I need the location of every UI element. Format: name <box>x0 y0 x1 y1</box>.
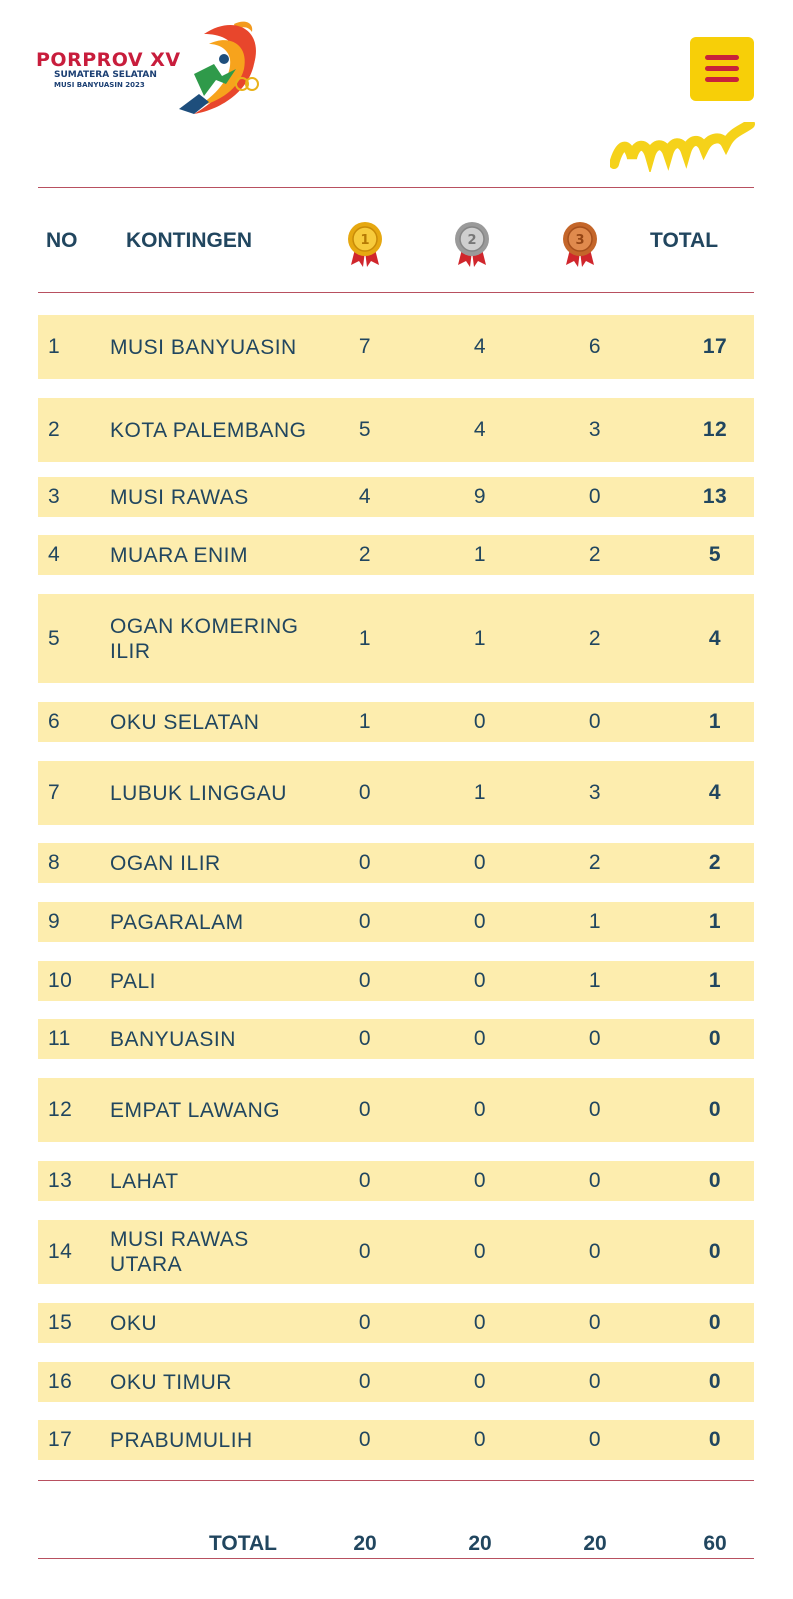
gold-count: 1 <box>358 710 372 733</box>
total-count: 4 <box>708 626 722 650</box>
total-count: 17 <box>702 335 728 358</box>
totals-total: 60 <box>703 1532 727 1555</box>
bronze-count: 0 <box>588 1370 602 1393</box>
kontingen-name: PAGARALAM <box>110 910 244 934</box>
gold-count: 0 <box>358 969 372 992</box>
table-row <box>38 315 754 379</box>
bronze-count: 0 <box>588 710 602 733</box>
row-number: 13 <box>48 1169 73 1192</box>
row-number: 10 <box>48 969 73 992</box>
gold-count: 5 <box>358 418 372 441</box>
svg-text:3: 3 <box>575 233 585 248</box>
bronze-count: 2 <box>588 851 602 874</box>
bronze-medal-icon <box>560 219 600 269</box>
svg-text:2: 2 <box>467 233 477 248</box>
total-count: 4 <box>708 781 722 804</box>
silver-count: 4 <box>473 335 487 358</box>
table-row <box>38 761 754 825</box>
silver-count: 0 <box>473 1428 487 1451</box>
decorative-squiggle-icon <box>610 122 760 172</box>
gold-count: 7 <box>358 335 372 358</box>
silver-count: 1 <box>473 626 487 650</box>
kontingen-name: BANYUASIN <box>110 1027 236 1051</box>
totals-gold: 20 <box>353 1532 377 1555</box>
table-header <box>38 192 754 292</box>
gold-count: 0 <box>358 1098 372 1121</box>
kontingen-name: LUBUK LINGGAU <box>110 781 287 805</box>
table-row <box>38 1161 754 1201</box>
total-count: 0 <box>708 1370 722 1393</box>
kontingen-name: OKU <box>110 1311 158 1335</box>
kontingen-name: MUARA ENIM <box>110 543 249 567</box>
hamburger-menu-icon <box>705 77 739 82</box>
table-row <box>38 902 754 942</box>
kontingen-name: KOTA PALEMBANG <box>110 418 307 442</box>
gold-count: 0 <box>358 1311 372 1334</box>
logo-title: PORPROV XV <box>36 49 181 71</box>
silver-count: 0 <box>473 710 487 733</box>
total-count: 0 <box>708 1311 722 1334</box>
row-number: 14 <box>48 1240 73 1263</box>
bronze-count: 0 <box>588 485 602 508</box>
silver-count: 0 <box>473 1240 487 1263</box>
divider <box>38 292 754 293</box>
hamburger-menu-icon <box>705 55 739 60</box>
bronze-count: 0 <box>588 1240 602 1263</box>
totals-silver: 20 <box>468 1532 492 1555</box>
row-number: 7 <box>48 781 61 804</box>
total-count: 5 <box>708 543 722 566</box>
logo-subtitle: SUMATERA SELATAN <box>54 70 157 80</box>
kontingen-name: MUSI BANYUASIN <box>110 335 297 359</box>
logo-subtitle-2: MUSI BANYUASIN 2023 <box>54 81 145 89</box>
total-count: 0 <box>708 1428 722 1451</box>
table-row <box>38 535 754 575</box>
table-row <box>38 1078 754 1142</box>
total-count: 0 <box>708 1169 722 1192</box>
row-number: 1 <box>48 335 61 358</box>
gold-count: 0 <box>358 1027 372 1050</box>
header-total: TOTAL <box>650 229 719 252</box>
porprov-logo[interactable] <box>36 14 266 124</box>
silver-count: 4 <box>473 418 487 441</box>
row-number: 8 <box>48 851 61 874</box>
menu-button[interactable] <box>690 37 754 101</box>
totals-row <box>38 1514 754 1574</box>
row-number: 4 <box>48 543 61 566</box>
bronze-count: 3 <box>588 781 602 804</box>
bronze-count: 1 <box>588 910 602 933</box>
total-count: 0 <box>708 1027 722 1050</box>
kontingen-name: EMPAT LAWANG <box>110 1098 281 1122</box>
bronze-count: 2 <box>588 543 602 566</box>
bronze-count: 0 <box>588 1311 602 1334</box>
row-number: 11 <box>48 1027 71 1050</box>
table-row <box>38 1303 754 1343</box>
table-row <box>38 477 754 517</box>
silver-count: 0 <box>473 1169 487 1192</box>
kontingen-name: PALI <box>110 969 156 993</box>
svg-text:1: 1 <box>360 233 370 248</box>
divider <box>38 1558 754 1559</box>
total-count: 13 <box>702 485 728 508</box>
total-count: 1 <box>708 969 722 992</box>
gold-count: 0 <box>358 1169 372 1192</box>
totals-label: TOTAL <box>208 1532 278 1555</box>
total-count: 1 <box>708 710 722 733</box>
row-number: 6 <box>48 710 61 733</box>
silver-count: 0 <box>473 1370 487 1393</box>
silver-count: 9 <box>473 485 487 508</box>
row-number: 2 <box>48 418 61 441</box>
kontingen-name: OGAN KOMERING ILIR <box>110 614 299 663</box>
row-number: 3 <box>48 485 61 508</box>
totals-bronze: 20 <box>583 1532 607 1555</box>
row-number: 17 <box>48 1428 73 1451</box>
kontingen-name: LAHAT <box>110 1169 179 1193</box>
bronze-count: 0 <box>588 1098 602 1121</box>
gold-count: 0 <box>358 910 372 933</box>
bronze-count: 0 <box>588 1169 602 1192</box>
total-count: 2 <box>708 851 722 874</box>
silver-count: 0 <box>473 910 487 933</box>
bronze-count: 0 <box>588 1027 602 1050</box>
gold-count: 2 <box>358 543 372 566</box>
row-number: 12 <box>48 1098 73 1121</box>
row-number: 15 <box>48 1311 73 1334</box>
gold-medal-icon <box>345 219 385 269</box>
site-header <box>0 0 793 180</box>
header-no: NO <box>46 229 78 252</box>
silver-count: 0 <box>473 969 487 992</box>
gold-count: 0 <box>358 1370 372 1393</box>
bronze-count: 2 <box>588 626 602 650</box>
kontingen-name: MUSI RAWAS UTARA <box>110 1228 249 1276</box>
table-row <box>38 843 754 883</box>
divider <box>38 187 754 188</box>
header-kontingen: KONTINGEN <box>126 229 252 252</box>
kontingen-name: OKU TIMUR <box>110 1370 232 1394</box>
table-row <box>38 702 754 742</box>
bronze-count: 0 <box>588 1428 602 1451</box>
hamburger-menu-icon <box>705 66 739 71</box>
table-row <box>38 1220 754 1284</box>
table-row <box>38 961 754 1001</box>
silver-count: 1 <box>473 781 487 804</box>
bronze-count: 3 <box>588 418 602 441</box>
table-row <box>38 594 754 683</box>
total-count: 0 <box>708 1240 722 1263</box>
row-number: 5 <box>48 626 61 650</box>
gold-count: 0 <box>358 851 372 874</box>
gold-count: 1 <box>358 626 372 650</box>
silver-count: 0 <box>473 1098 487 1121</box>
row-number: 16 <box>48 1370 73 1393</box>
table-row <box>38 398 754 462</box>
row-number: 9 <box>48 910 61 933</box>
runners-torch-icon <box>164 14 264 124</box>
silver-count: 0 <box>473 851 487 874</box>
gold-count: 0 <box>358 1240 372 1263</box>
table-row <box>38 1362 754 1402</box>
kontingen-name: OGAN ILIR <box>110 851 221 875</box>
gold-count: 0 <box>358 781 372 804</box>
bronze-count: 6 <box>588 335 602 358</box>
kontingen-name: PRABUMULIH <box>110 1428 253 1452</box>
table-row <box>38 1420 754 1460</box>
bronze-count: 1 <box>588 969 602 992</box>
table-row <box>38 1019 754 1059</box>
silver-count: 0 <box>473 1311 487 1334</box>
silver-count: 1 <box>473 543 487 566</box>
total-count: 1 <box>708 910 722 933</box>
kontingen-name: OKU SELATAN <box>110 710 260 734</box>
divider <box>38 1480 754 1481</box>
kontingen-name: MUSI RAWAS <box>110 485 249 509</box>
total-count: 0 <box>708 1098 722 1121</box>
total-count: 12 <box>702 418 728 441</box>
gold-count: 0 <box>358 1428 372 1451</box>
silver-count: 0 <box>473 1027 487 1050</box>
gold-count: 4 <box>358 485 372 508</box>
silver-medal-icon <box>452 219 492 269</box>
